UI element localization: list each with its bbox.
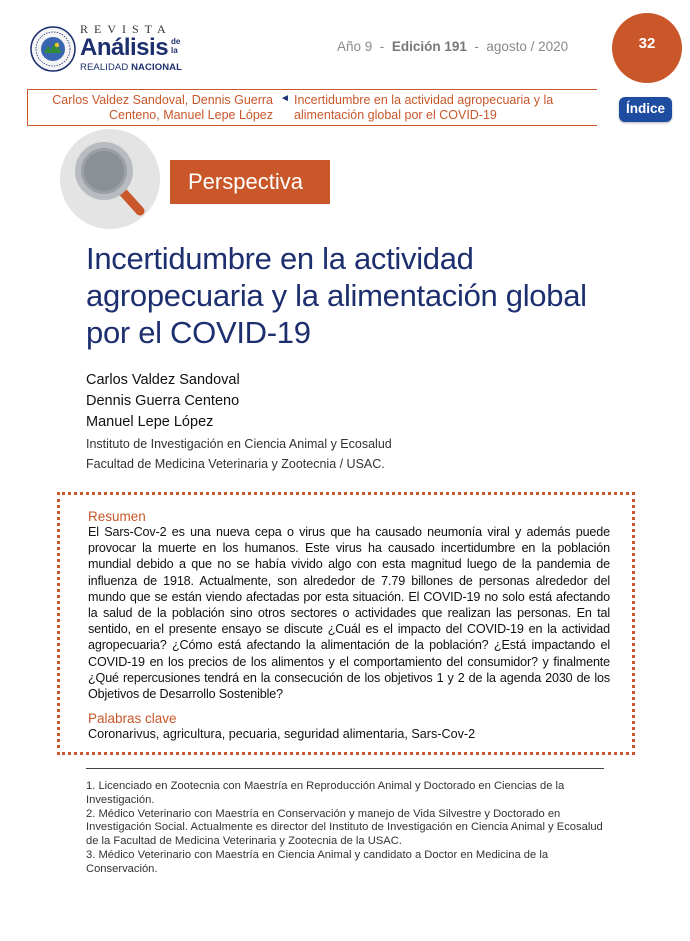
issue-year: Año 9 — [337, 39, 373, 54]
footnote: 3. Médico Veterinario con Maestría en Ciencia Animal y candidato a Doctor en Medicina de la Conservación. — [86, 848, 549, 875]
running-title: Incertidumbre en la actividad agropecuaria y la alimentación global por el COVID-19 — [294, 93, 554, 122]
author-name: Manuel Lepe López — [86, 414, 214, 430]
footnote: 2. Médico Veterinario con Maestría en Conservación y manejo de Vida Silvestre y Doctorado en Investigación Social. Actualmente es director del Instituto de Investigación en Ciencia Animal y Ecosalud de la Facultad de Medicina Veterinaria y Zootecnia de la USAC. — [86, 807, 603, 848]
issue-date: agosto / 2020 — [486, 39, 569, 54]
page-number-badge: 32 — [612, 13, 682, 83]
keywords-heading: Palabras clave — [88, 711, 177, 726]
abstract-text: El Sars-Cov-2 es una nueva cepa o virus que ha causado neumonía viral y además puede provocar la muerte en los humanos. Este virus ha causado incertidumbre en la población mundial debido a que no se había vivido algo con esta magnitud luego de la pandemia de influenza de 1918. Actualmente, son alrededor de 7.79 billones de personas alrededor del mundo que se están viendo afectadas por esta situación. El COVID-19 no solo está afectando la salud de la población sino otros sectores o actividades que realizan las personas. En tal sentido, en el presente ensayo se discute ¿Cuál es el impacto del COVID-19 en la actividad agropecuaria? ¿Cómo está afectando la alimentación de la población? ¿Está impactando el COVID-19 en los precios de los alimentos y el comportamiento del consumidor? y finalmente ¿Qué repercusiones tendrá en la consecución de los objetivos 1 y 2 de la agenda 2030 de los Objetivos de Desarrollo Sostenible? — [88, 525, 610, 702]
university-seal-icon — [30, 26, 76, 72]
issue-info — [337, 39, 568, 54]
logo-analisis-text: Análisis — [80, 34, 169, 61]
article-title: Incertidumbre en la actividad agropecuaria y la alimentación global por el COVID-19 — [86, 241, 587, 350]
magnifier-graphic — [60, 129, 160, 229]
author-list — [86, 370, 240, 433]
issue-separator: - — [379, 39, 385, 54]
logo-revista-text: REVISTA — [80, 22, 172, 36]
author-name: Dennis Guerra Centeno — [86, 393, 240, 409]
triangle-left-icon: ◄ — [280, 93, 290, 104]
affiliation: Facultad de Medicina Veterinaria y Zootecnia / USAC. — [86, 457, 385, 471]
footnote: 1. Licenciado en Zootecnia con Maestría en Reproducción Animal y Doctorado en Ciencias de la Investigación. — [86, 780, 565, 806]
section-label: Perspectiva — [170, 160, 330, 204]
issue-edition: Edición 191 — [391, 39, 467, 54]
logo-realidad-nacional-text — [80, 62, 182, 73]
keywords-text: Coronarivus, agricultura, pecuaria, seguridad alimentaria, Sars-Cov-2 — [88, 727, 476, 741]
index-button[interactable]: Índice — [619, 97, 672, 122]
magnifier-icon — [60, 129, 160, 229]
magazine-logo — [30, 22, 220, 76]
footnote-divider — [86, 768, 604, 769]
author-name: Carlos Valdez Sandoval — [86, 372, 240, 388]
footnotes — [86, 780, 604, 877]
affiliation-list — [86, 434, 392, 474]
abstract-heading: Resumen — [88, 509, 146, 524]
logo-realidad-word: REALIDAD — [80, 62, 129, 73]
affiliation: Instituto de Investigación en Ciencia Animal y Ecosalud — [86, 437, 392, 451]
issue-separator: - — [474, 39, 479, 54]
running-authors: Carlos Valdez Sandoval, Dennis Guerra Centeno, Manuel Lepe López — [52, 93, 273, 122]
logo-de-la-text: de la — [171, 37, 181, 55]
logo-nacional-word: NACIONAL — [131, 62, 183, 73]
abstract-box — [57, 492, 635, 755]
running-header — [27, 89, 597, 126]
